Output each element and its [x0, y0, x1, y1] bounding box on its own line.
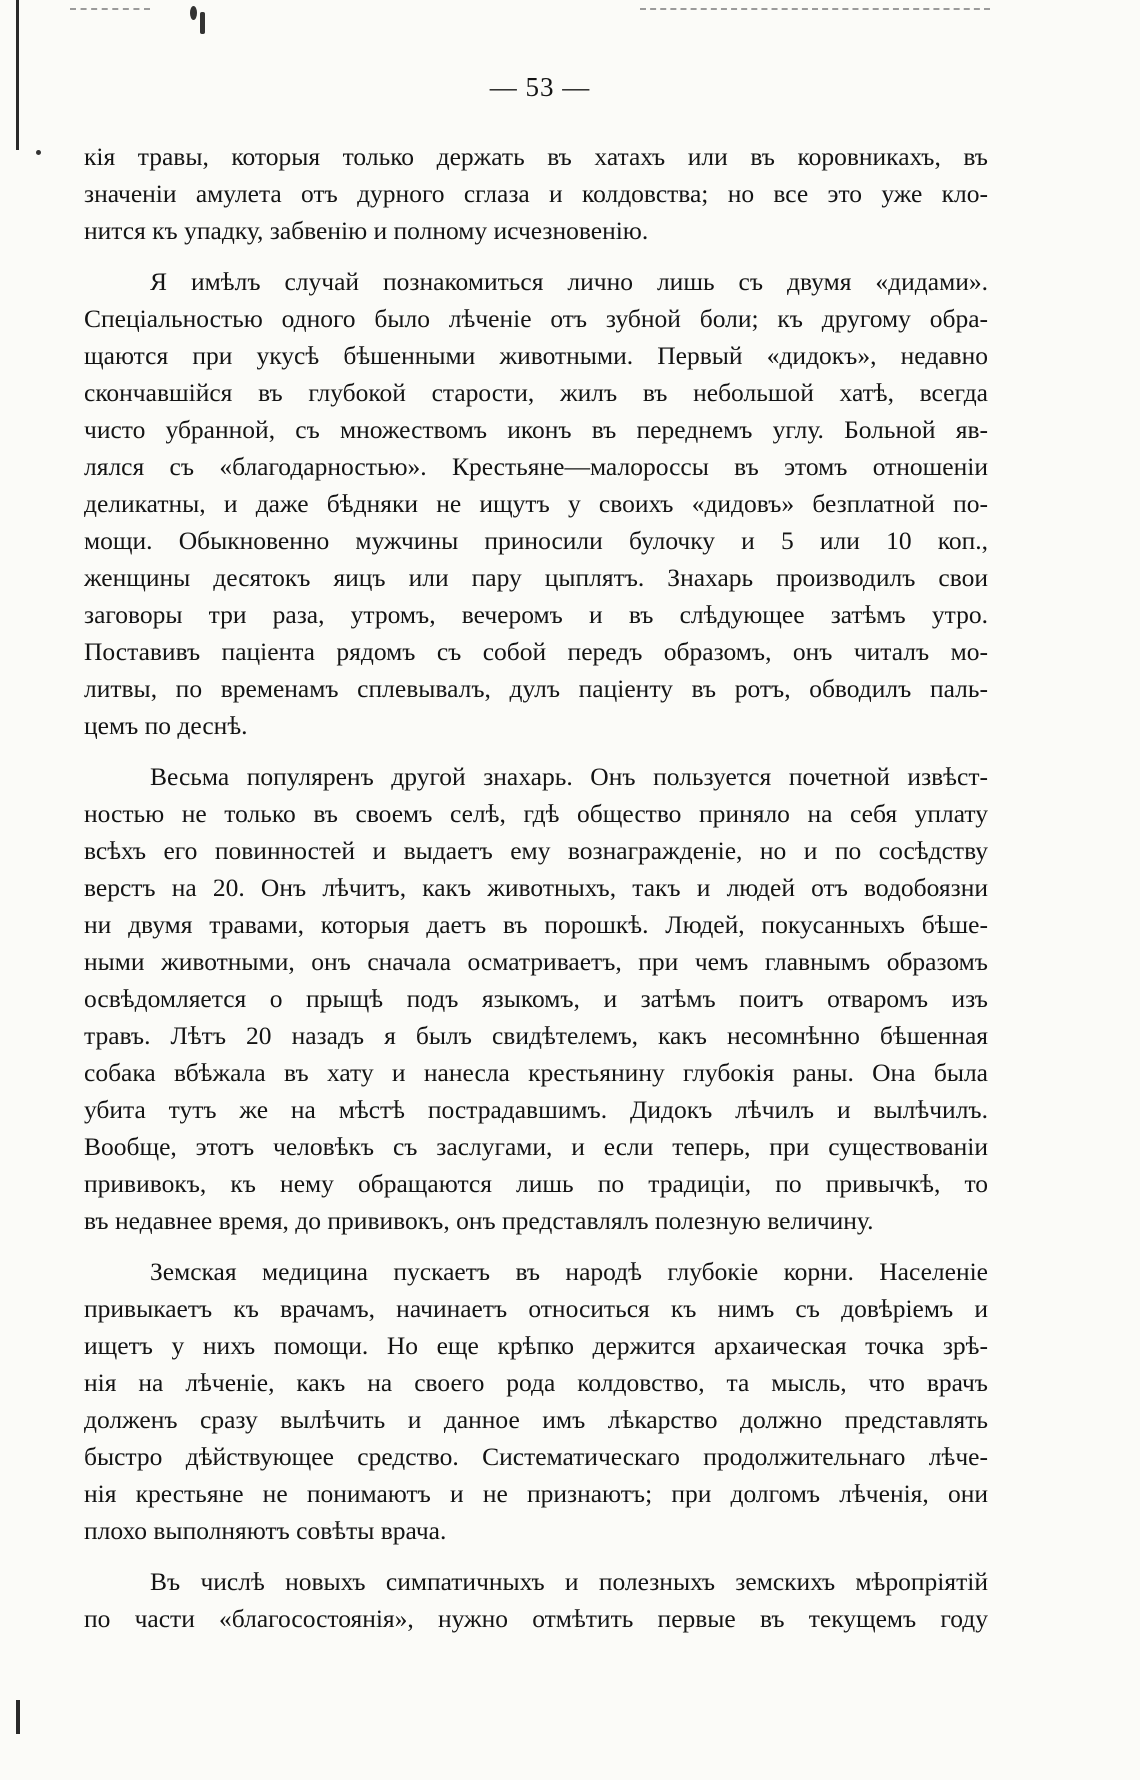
text-line: убита тутъ же на мѣстѣ пострадавшимъ. Дидокъ лѣчилъ и вылѣчилъ.: [84, 1095, 988, 1124]
text-line: нится къ упадку, забвенію и полному исчезновенію.: [84, 216, 649, 245]
text-line: прививокъ, къ нему обращаются лишь по традиціи, по привычкѣ, то: [84, 1169, 988, 1198]
text-line: долженъ сразу вылѣчить и данное имъ лѣкарство должно представлять: [84, 1405, 988, 1434]
text-line: всѣхъ его повинностей и выдаетъ ему вознагражденіе, но и по сосѣдству: [84, 836, 988, 865]
text-line: ностью не только въ своемъ селѣ, гдѣ общество приняло на себя уплату: [84, 799, 988, 828]
paragraph-gap: [84, 744, 988, 758]
text-line: Я имѣлъ случай познакомиться лично лишь съ двумя «дидами».: [150, 267, 988, 296]
text-line: по части «благосостоянія», нужно отмѣтить первые въ текущемъ году: [84, 1604, 988, 1633]
text-line: привыкаетъ къ врачамъ, начинаетъ относиться къ нимъ съ довѣріемъ и: [84, 1294, 988, 1323]
paragraph-gap: [84, 1239, 988, 1253]
scan-dash: [70, 8, 150, 11]
text-line: ни двумя травами, которыя даетъ въ порошкѣ. Людей, покусанныхъ бѣше-: [84, 910, 988, 939]
text-line: цемъ по деснѣ.: [84, 711, 248, 740]
paragraph: [84, 1253, 988, 1549]
text-line: Весьма популяренъ другой знахарь. Онъ пользуется почетной извѣст-: [150, 762, 988, 791]
body-text: [84, 138, 988, 1637]
scan-speck: [190, 6, 197, 20]
text-line: чисто убранной, съ множествомъ иконъ въ переднемъ углу. Больной яв-: [84, 415, 988, 444]
text-line: травъ. Лѣтъ 20 назадъ я былъ свидѣтелемъ, какъ несомнѣнно бѣшенная: [84, 1021, 988, 1050]
text-line: скончавшійся въ глубокой старости, жилъ въ небольшой хатѣ, всегда: [84, 378, 988, 407]
text-line: мощи. Обыкновенно мужчины приносили булочку и 5 или 10 коп.,: [84, 526, 988, 555]
text-line: быстро дѣйствующее средство. Систематическаго продолжительнаго лѣче-: [84, 1442, 988, 1471]
scan-dash: [640, 8, 990, 11]
text-line: Земская медицина пускаетъ въ народѣ глубокіе корни. Населеніе: [150, 1257, 988, 1286]
paragraph: [84, 138, 988, 249]
text-line: лялся съ «благодарностью». Крестьяне—малороссы въ этомъ отношеніи: [84, 452, 988, 481]
text-line: деликатны, и даже бѣдняки не ищутъ у своихъ «дидовъ» безплатной по-: [84, 489, 988, 518]
paragraph-gap: [84, 249, 988, 263]
text-line: ищетъ у нихъ помощи. Но еще крѣпко держится архаическая точка зрѣ-: [84, 1331, 988, 1360]
text-line: нія крестьяне не понимаютъ и не признаютъ; при долгомъ лѣченія, они: [84, 1479, 988, 1508]
text-line: значеніи амулета отъ дурного сглаза и колдовства; но все это уже кло-: [84, 179, 988, 208]
scan-speck: [36, 150, 41, 155]
text-line: нія на лѣченіе, какъ на своего рода колдовство, та мысль, что врачъ: [84, 1368, 988, 1397]
text-line: кія травы, которыя только держать въ хатахъ или въ коровникахъ, въ: [84, 142, 988, 171]
text-line: женщины десятокъ яицъ или пару цыплятъ. Знахарь производилъ свои: [84, 563, 988, 592]
scan-speck: [200, 12, 205, 34]
text-line: Поставивъ паціента рядомъ съ собой передъ образомъ, онъ читалъ мо-: [84, 637, 988, 666]
text-line: плохо выполняютъ совѣты врача.: [84, 1516, 447, 1545]
text-line: освѣдомляется о прыщѣ подъ языкомъ, и затѣмъ поитъ отваромъ изъ: [84, 984, 988, 1013]
text-line: верстъ на 20. Онъ лѣчитъ, какъ животныхъ, такъ и людей отъ водобоязни: [84, 873, 988, 902]
page-number: — 53 —: [489, 72, 591, 102]
text-line: Вообще, этотъ человѣкъ съ заслугами, и если теперь, при существованіи: [84, 1132, 988, 1161]
scan-edge-mark: [16, 1700, 20, 1734]
paragraph: [84, 1563, 988, 1637]
paragraph-gap: [84, 1549, 988, 1563]
text-line: ными животными, онъ сначала осматриваетъ, при чемъ главнымъ образомъ: [84, 947, 988, 976]
paragraph: [84, 758, 988, 1239]
text-line: собака вбѣжала въ хату и нанесла крестьянину глубокія раны. Она была: [84, 1058, 988, 1087]
text-line: щаются при укусѣ бѣшенными животными. Первый «дидокъ», недавно: [84, 341, 988, 370]
text-line: Въ числѣ новыхъ симпатичныхъ и полезныхъ земскихъ мѣропріятій: [150, 1567, 988, 1596]
paragraph: [84, 263, 988, 744]
text-line: литвы, по временамъ сплевывалъ, дулъ паціенту въ ротъ, обводилъ паль-: [84, 674, 988, 703]
text-line: въ недавнее время, до прививокъ, онъ представлялъ полезную величину.: [84, 1206, 874, 1235]
text-line: Спеціальностью одного было лѣченіе отъ зубной боли; къ другому обра-: [84, 304, 988, 333]
text-line: заговоры три раза, утромъ, вечеромъ и въ слѣдующее затѣмъ утро.: [84, 600, 988, 629]
